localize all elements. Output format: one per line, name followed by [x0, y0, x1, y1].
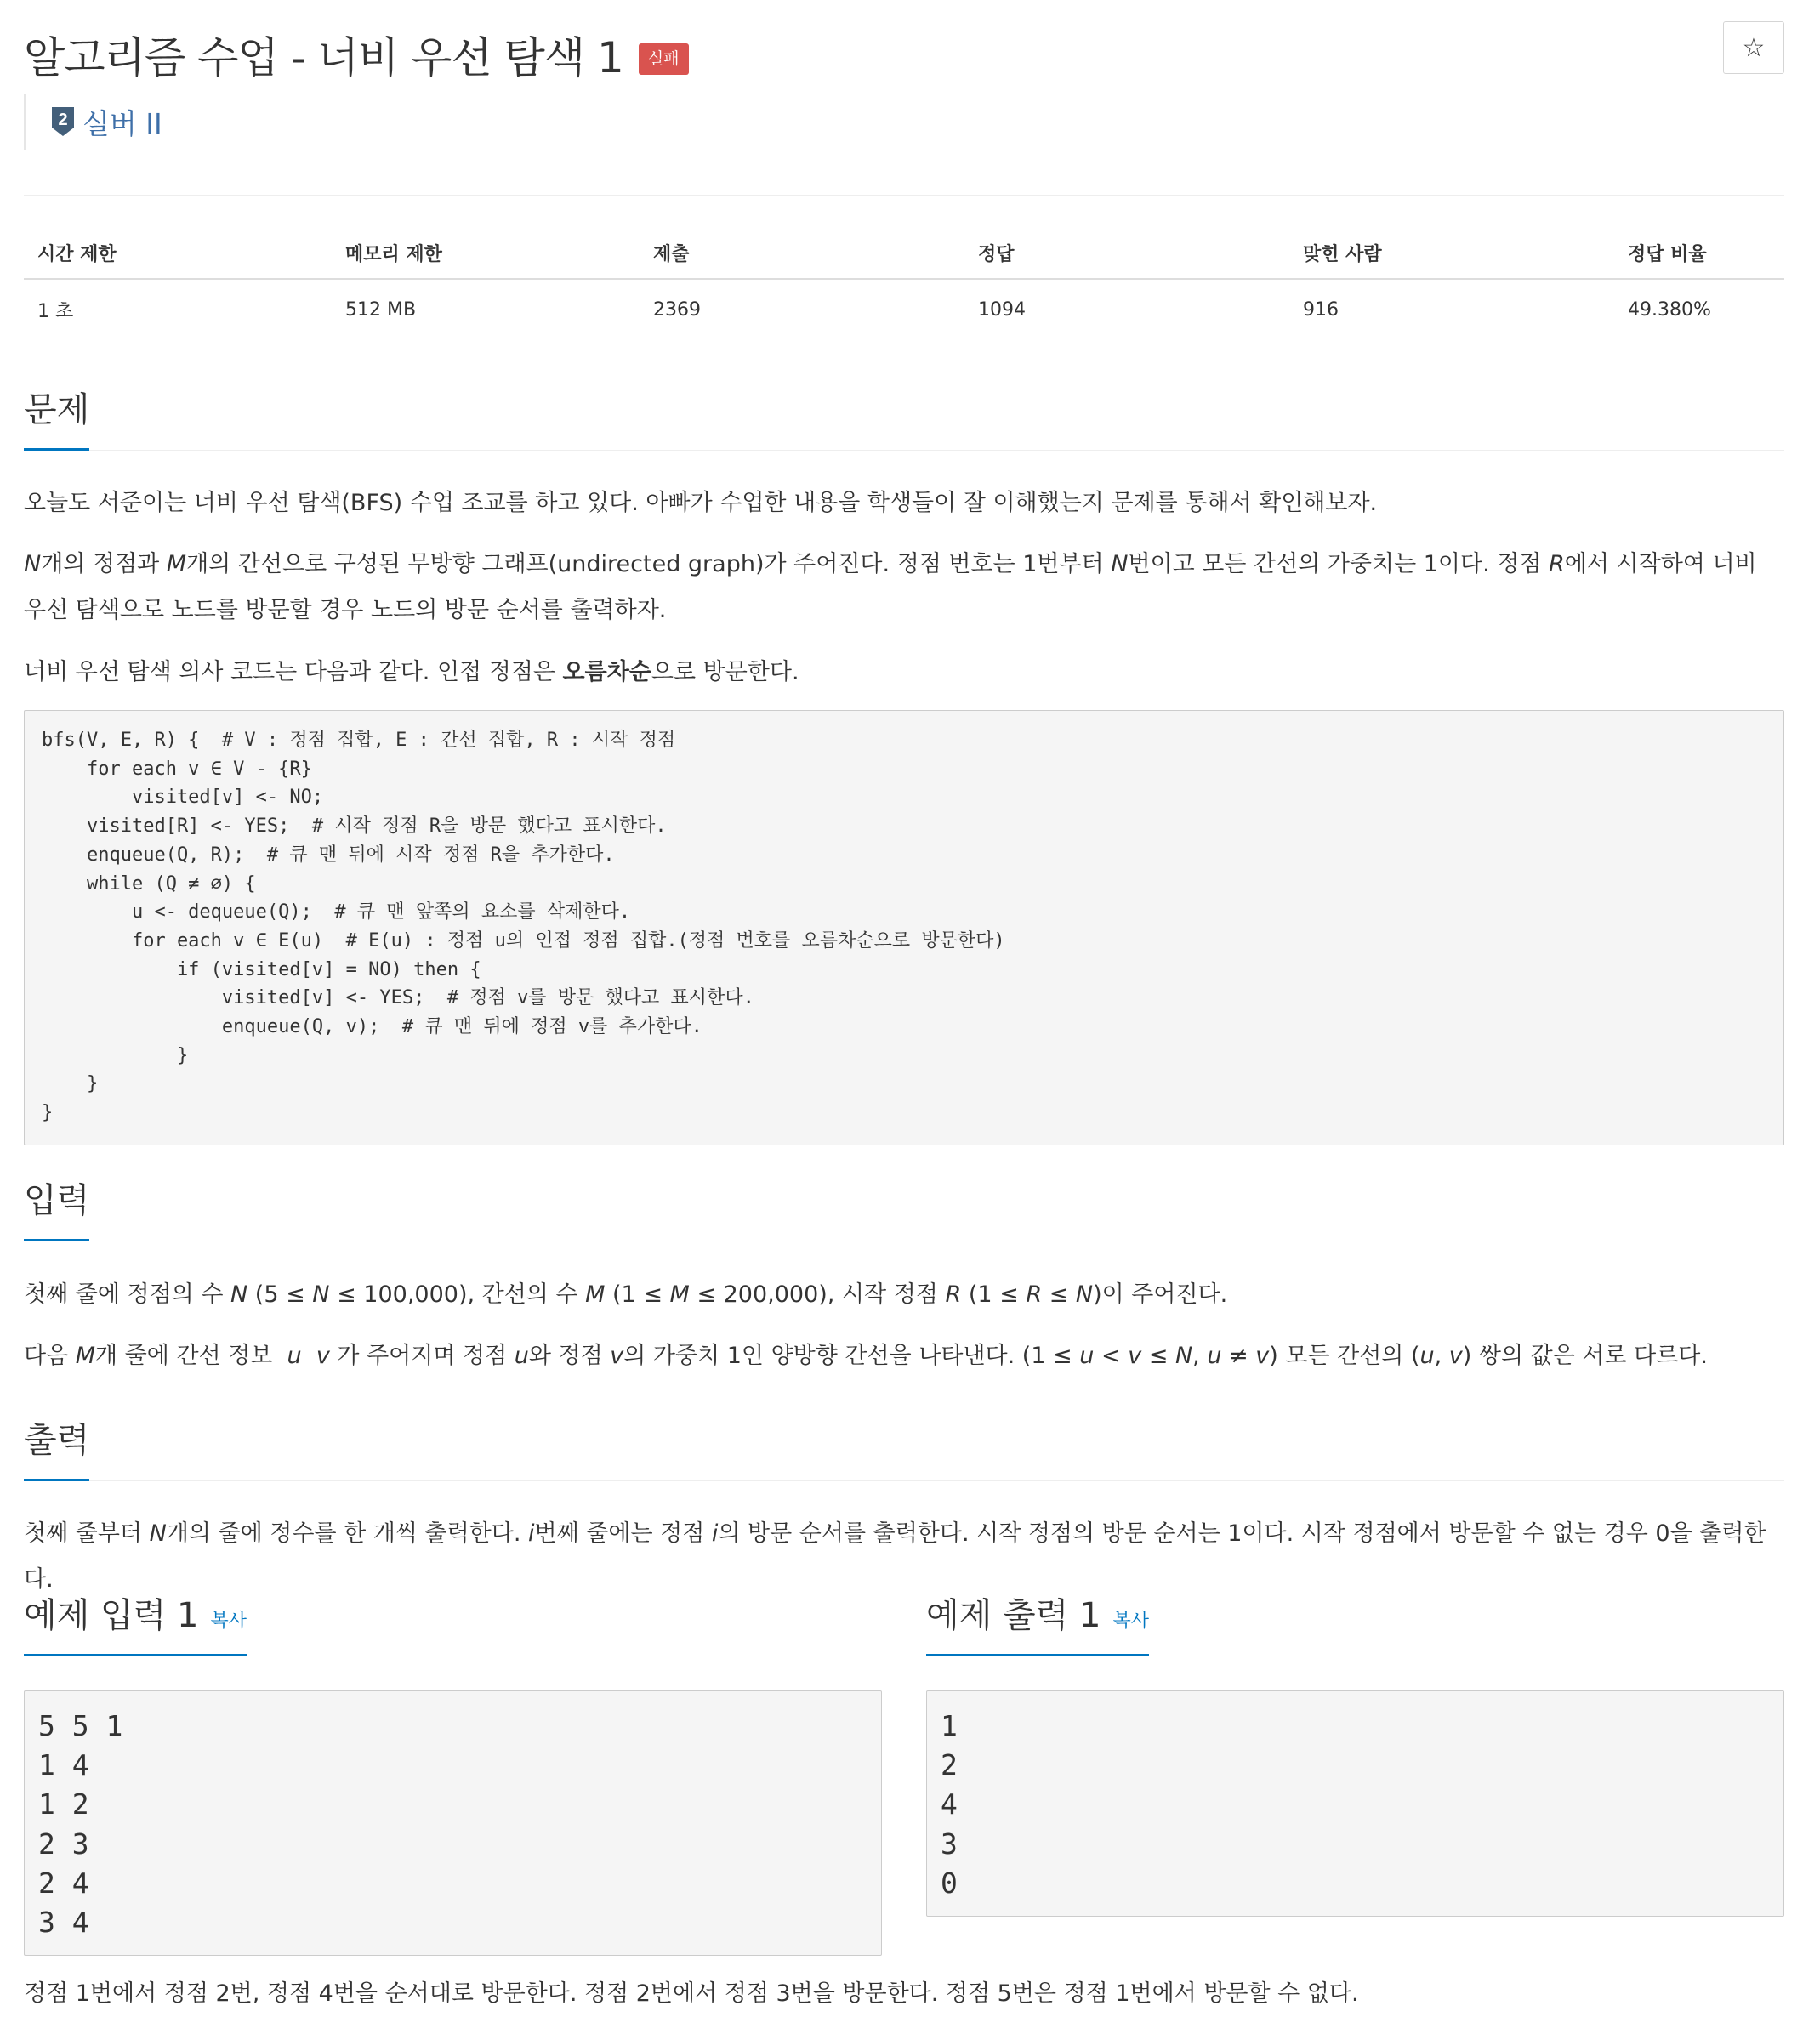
sample-output-heading: 예제 출력 1 복사 [926, 1588, 1149, 1656]
code-line: bfs(V, E, R) { # V : 정점 집합, E : 간선 집합, R : 시작 정점 [42, 730, 676, 751]
col-time-limit: 시간 제한 [24, 230, 332, 279]
copy-input-link[interactable]: 복사 [210, 1611, 247, 1632]
tier-number: 2 [58, 111, 68, 129]
pseudocode-block [24, 710, 1784, 1145]
accepted-value: 1094 [978, 299, 1026, 321]
code-line: } [42, 1102, 54, 1124]
memory-limit-value: 512 MB [345, 299, 417, 321]
title-row [24, 24, 689, 85]
code-line: enqueue(Q, R); # 큐 맨 뒤에 시작 정점 R을 추가한다. [42, 844, 615, 866]
code-line: while (Q ≠ ∅) { [42, 872, 256, 895]
col-accepted: 정답 [964, 230, 1289, 279]
col-memory-limit: 메모리 제한 [332, 230, 640, 279]
sample-output-header [926, 1588, 1784, 1656]
input-heading: 입력 [24, 1173, 89, 1241]
submissions-value: 2369 [653, 299, 701, 321]
code-line: } [42, 1044, 189, 1066]
divider [24, 195, 1784, 196]
table-row [24, 279, 1784, 340]
star-icon: ☆ [1742, 32, 1766, 63]
output-heading: 출력 [24, 1413, 89, 1481]
problem-section-header [24, 383, 1784, 451]
ratio-value: 49.380% [1628, 299, 1711, 321]
time-limit-value: 1 초 [37, 301, 74, 322]
sample-input-block[interactable]: 5 5 1 1 4 1 2 2 3 2 4 3 4 [24, 1690, 882, 1956]
code-line: enqueue(Q, v); # 큐 맨 뒤에 정점 v를 추가한다. [42, 1016, 702, 1038]
col-submissions: 제출 [640, 230, 964, 279]
tier-row [24, 94, 162, 150]
input-paragraph-1: 첫째 줄에 정점의 수 N (5 ≤ N ≤ 100,000), 간선의 수 M (1 ≤ M ≤ 200,000), 시작 정점 R (1 ≤ R ≤ N)이 주어진다. [24, 1281, 1228, 1308]
code-line: if (visited[v] = NO) then { [42, 958, 481, 980]
sample-explanation: 정점 1번에서 정점 2번, 정점 4번을 순서대로 방문한다. 정점 2번에서 정점 3번을 방문한다. 정점 5번은 정점 1번에서 방문할 수 없다. [24, 1980, 1359, 2007]
table-header-row [24, 230, 1784, 279]
output-section-header [24, 1413, 1784, 1481]
sample-input-header [24, 1588, 882, 1656]
code-line: u <- dequeue(Q); # 큐 맨 앞쪽의 요소를 삭제한다. [42, 901, 631, 923]
code-line: for each v ∈ V - {R} [42, 758, 312, 780]
solvers-value: 916 [1303, 299, 1339, 321]
copy-output-link[interactable]: 복사 [1112, 1611, 1149, 1632]
page-title: 알고리즘 수업 - 너비 우선 탐색 1 [24, 33, 623, 82]
sample-input-heading: 예제 입력 1 복사 [24, 1588, 247, 1656]
col-solvers: 맞힌 사람 [1289, 230, 1614, 279]
problem-paragraph-3: 너비 우선 탐색 의사 코드는 다음과 같다. 인접 정점은 오름차순으로 방문한다. [24, 659, 799, 685]
col-ratio: 정답 비율 [1614, 230, 1784, 279]
status-badge[interactable]: 실패 [639, 43, 689, 75]
code-line: } [42, 1073, 99, 1095]
tier-icon [50, 105, 76, 138]
code-line: visited[v] <- NO; [42, 787, 324, 809]
code-line: visited[v] <- YES; # 정점 v를 방문 했다고 표시한다. [42, 987, 754, 1009]
code-line: for each v ∈ E(u) # E(u) : 정점 u의 인접 정점 집합.(정점 번호를 오름차순으로 방문한다) [42, 929, 1005, 952]
input-section-header [24, 1173, 1784, 1241]
output-paragraph-1: 첫째 줄부터 N개의 줄에 정수를 한 개씩 출력한다. i번째 줄에는 정점 i의 방문 순서를 출력한다. 시작 정점의 방문 순서는 1이다. 시작 정점에서 방문할 수 없는 경우 0을 출력한다. [24, 1520, 1766, 1593]
problem-heading: 문제 [24, 383, 89, 451]
code-line: visited[R] <- YES; # 시작 정점 R을 방문 했다고 표시한다. [42, 815, 667, 838]
problem-paragraph-2: N개의 정점과 M개의 간선으로 구성된 무방향 그래프(undirected graph)가 주어진다. 정점 번호는 1번부터 N번이고 모든 간선의 가중치는 1이다. 정점 R에서 시작하여 너비 우선 탐색으로 노드를 방문할 경우 노드의 방문 순서를 출력하자. [24, 551, 1757, 623]
problem-info-table [24, 230, 1784, 340]
sample-output-block[interactable]: 1 2 4 3 0 [926, 1690, 1784, 1917]
input-paragraph-2: 다음 M개 줄에 간선 정보 u v 가 주어지며 정점 u와 정점 v의 가중치 1인 양방향 간선을 나타낸다. (1 ≤ u < v ≤ N, u ≠ v) 모든 간선의 (u, v) 쌍의 값은 서로 다르다. [24, 1343, 1708, 1369]
tier-label[interactable]: 실버 II [82, 106, 162, 140]
problem-paragraph-1: 오늘도 서준이는 너비 우선 탐색(BFS) 수업 조교를 하고 있다. 아빠가 수업한 내용을 학생들이 잘 이해했는지 문제를 통해서 확인해보자. [24, 490, 1378, 516]
star-button[interactable] [1723, 21, 1784, 74]
